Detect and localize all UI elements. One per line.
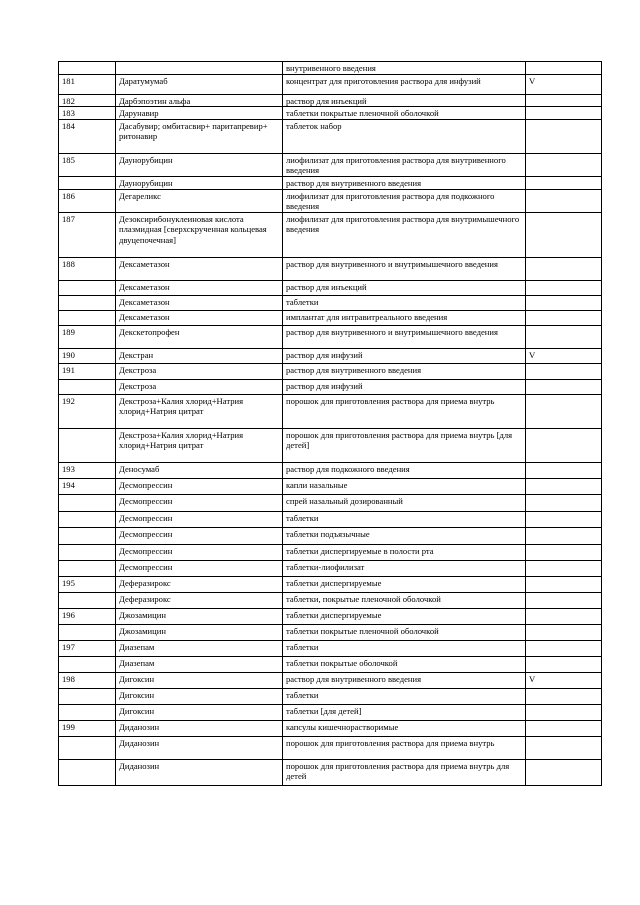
table-row [59,576,602,592]
dosage-form-cell: таблетки [283,688,526,704]
vital-mark-cell [526,576,602,592]
vital-mark-cell [526,608,602,624]
table-row [59,379,602,394]
row-number-cell [59,656,116,672]
row-number-cell: 197 [59,640,116,656]
table-row [59,592,602,608]
vital-mark-cell [526,736,602,759]
dosage-form-cell: раствор для внутривенного введения [283,672,526,688]
dosage-form-cell: раствор для внутривенного и внутримышечного введения [283,257,526,280]
vital-mark-cell [526,176,602,189]
drug-name-cell: Дезоксирибонуклеиновая кислота плазмидная [сверхскрученная кольцевая двуцепочечная] [116,212,283,257]
row-number-cell [59,295,116,310]
drug-name-cell: Даратумумаб [116,74,283,94]
row-number-cell: 181 [59,74,116,94]
dosage-form-cell: раствор для инфузий [283,379,526,394]
drug-name-cell: Диданозин [116,720,283,736]
row-number-cell: 182 [59,94,116,107]
vital-mark-cell [526,494,602,511]
row-number-cell: 194 [59,478,116,494]
vital-mark-cell [526,720,602,736]
dosage-form-cell: таблетки диспергируемые [283,576,526,592]
vital-mark-cell [526,107,602,120]
drug-name-cell: Декстроза+Калия хлорид+Натрия хлорид+Натрия цитрат [116,394,283,428]
row-number-cell [59,280,116,295]
vital-mark-cell [526,119,602,153]
table-row [59,107,602,120]
vital-mark-cell [526,379,602,394]
table-row [59,363,602,379]
dosage-form-cell: таблетки покрытые оболочкой [283,656,526,672]
dosage-form-cell: таблетки [283,640,526,656]
row-number-cell: 196 [59,608,116,624]
vital-mark-cell [526,94,602,107]
table-row [59,280,602,295]
row-number-cell: 190 [59,348,116,363]
table-row [59,608,602,624]
table-row [59,325,602,348]
vital-mark-cell [526,62,602,75]
table-row [59,74,602,94]
dosage-form-cell: лиофилизат для приготовления раствора для внутривенного введения [283,153,526,176]
dosage-form-cell: раствор для внутривенного введения [283,363,526,379]
drug-name-cell: Диданозин [116,736,283,759]
vital-mark-cell [526,704,602,720]
row-number-cell: 188 [59,257,116,280]
dosage-form-cell: концентрат для приготовления раствора для инфузий [283,74,526,94]
drug-name-cell: Десмопрессин [116,527,283,544]
table-row [59,511,602,527]
drug-name-cell: Даунорубицин [116,176,283,189]
dosage-form-cell: таблетки-лиофилизат [283,560,526,576]
row-number-cell [59,544,116,560]
dosage-form-cell: таблетки [283,295,526,310]
row-number-cell [59,592,116,608]
table-row [59,310,602,325]
row-number-cell [59,62,116,75]
drug-name-cell: Дегареликс [116,189,283,212]
vital-mark-cell: V [526,348,602,363]
drug-name-cell: Десмопрессин [116,560,283,576]
dosage-form-cell: таблетки покрытые пленочной оболочкой [283,107,526,120]
table-row [59,624,602,640]
vital-mark-cell [526,280,602,295]
drug-name-cell: Дигоксин [116,688,283,704]
vital-mark-cell [526,656,602,672]
dosage-form-cell: таблетки, покрытые пленочной оболочкой [283,592,526,608]
dosage-form-cell: раствор для инфузий [283,348,526,363]
drug-name-cell: Десмопрессин [116,494,283,511]
row-number-cell [59,494,116,511]
drug-name-cell: Дексаметазон [116,310,283,325]
drug-name-cell: Диазепам [116,640,283,656]
row-number-cell: 186 [59,189,116,212]
table-row [59,394,602,428]
drug-name-cell: Декскетопрофен [116,325,283,348]
drug-name-cell: Диданозин [116,759,283,785]
dosage-form-cell: раствор для внутривенного введения [283,176,526,189]
vital-mark-cell [526,478,602,494]
vital-mark-cell [526,688,602,704]
row-number-cell [59,624,116,640]
table-row [59,295,602,310]
dosage-form-cell: лиофилизат для приготовления раствора для внутримышечного введения [283,212,526,257]
row-number-cell [59,428,116,462]
vital-mark-cell [526,394,602,428]
vital-mark-cell [526,511,602,527]
dosage-form-cell: таблетки [для детей] [283,704,526,720]
drug-name-cell: Декстран [116,348,283,363]
row-number-cell: 191 [59,363,116,379]
drug-name-cell: Дарбэпоэтин альфа [116,94,283,107]
table-row [59,176,602,189]
row-number-cell [59,527,116,544]
table-row [59,560,602,576]
vital-mark-cell [526,257,602,280]
drug-name-cell [116,62,283,75]
dosage-form-cell: порошок для приготовления раствора для приема внутрь для детей [283,759,526,785]
dosage-form-cell: таблетки покрытые пленочной оболочкой [283,624,526,640]
drug-name-cell: Дексаметазон [116,295,283,310]
table-row [59,736,602,759]
dosage-form-cell: раствор для подкожного введения [283,462,526,478]
table-row [59,428,602,462]
dosage-form-cell: порошок для приготовления раствора для приема внутрь [283,736,526,759]
table-row [59,656,602,672]
vital-mark-cell [526,640,602,656]
dosage-form-cell: таблетки диспергируемые [283,608,526,624]
dosage-form-cell: раствор для инъекций [283,94,526,107]
table-row [59,759,602,785]
row-number-cell [59,560,116,576]
dosage-form-cell: таблетки подъязычные [283,527,526,544]
row-number-cell: 184 [59,119,116,153]
table-row [59,153,602,176]
vital-mark-cell [526,624,602,640]
drug-name-cell: Десмопрессин [116,478,283,494]
table-row [59,189,602,212]
table-row [59,478,602,494]
table-row [59,704,602,720]
drug-list-table [58,61,602,786]
dosage-form-cell: внутривенного введения [283,62,526,75]
vital-mark-cell [526,325,602,348]
row-number-cell: 183 [59,107,116,120]
vital-mark-cell [526,560,602,576]
vital-mark-cell [526,544,602,560]
row-number-cell [59,176,116,189]
table-row [59,672,602,688]
drug-name-cell: Декстроза+Калия хлорид+Натрия хлорид+Натрия цитрат [116,428,283,462]
table-row [59,688,602,704]
row-number-cell: 192 [59,394,116,428]
drug-name-cell: Декстроза [116,363,283,379]
table-row [59,544,602,560]
table-row [59,720,602,736]
row-number-cell [59,704,116,720]
row-number-cell: 187 [59,212,116,257]
dosage-form-cell: таблетки диспергируемые в полости рта [283,544,526,560]
table-row [59,527,602,544]
drug-list-body [59,62,602,786]
table-row [59,348,602,363]
vital-mark-cell [526,428,602,462]
drug-name-cell: Джозамицин [116,608,283,624]
dosage-form-cell: спрей назальный дозированный [283,494,526,511]
table-row [59,62,602,75]
vital-mark-cell [526,527,602,544]
dosage-form-cell: раствор для инъекций [283,280,526,295]
vital-mark-cell [526,310,602,325]
drug-name-cell: Джозамицин [116,624,283,640]
row-number-cell [59,759,116,785]
dosage-form-cell: капли назальные [283,478,526,494]
drug-name-cell: Деносумаб [116,462,283,478]
row-number-cell [59,379,116,394]
dosage-form-cell: порошок для приготовления раствора для приема внутрь [283,394,526,428]
drug-name-cell: Дексаметазон [116,257,283,280]
drug-name-cell: Дасабувир; омбитасвир+ паритапревир+ ритонавир [116,119,283,153]
drug-name-cell: Деферазирокс [116,592,283,608]
row-number-cell: 198 [59,672,116,688]
drug-name-cell: Дигоксин [116,704,283,720]
dosage-form-cell: раствор для внутривенного и внутримышечного введения [283,325,526,348]
vital-mark-cell [526,212,602,257]
dosage-form-cell: таблетки [283,511,526,527]
row-number-cell: 189 [59,325,116,348]
drug-name-cell: Даунорубицин [116,153,283,176]
vital-mark-cell [526,189,602,212]
vital-mark-cell: V [526,74,602,94]
drug-name-cell: Десмопрессин [116,511,283,527]
dosage-form-cell: порошок для приготовления раствора для приема внутрь [для детей] [283,428,526,462]
row-number-cell [59,511,116,527]
drug-name-cell: Дексаметазон [116,280,283,295]
drug-name-cell: Дарунавир [116,107,283,120]
row-number-cell [59,736,116,759]
dosage-form-cell: таблеток набор [283,119,526,153]
table-row [59,212,602,257]
vital-mark-cell: V [526,672,602,688]
row-number-cell [59,688,116,704]
vital-mark-cell [526,592,602,608]
dosage-form-cell: капсулы кишечнорастворимые [283,720,526,736]
row-number-cell [59,310,116,325]
drug-name-cell: Дигоксин [116,672,283,688]
table-row [59,640,602,656]
drug-name-cell: Десмопрессин [116,544,283,560]
vital-mark-cell [526,153,602,176]
drug-name-cell: Декстроза [116,379,283,394]
row-number-cell: 185 [59,153,116,176]
drug-name-cell: Деферазирокс [116,576,283,592]
drug-name-cell: Диазепам [116,656,283,672]
row-number-cell: 195 [59,576,116,592]
vital-mark-cell [526,462,602,478]
vital-mark-cell [526,363,602,379]
vital-mark-cell [526,759,602,785]
table-row [59,494,602,511]
table-row [59,94,602,107]
dosage-form-cell: имплантат для интравитреального введения [283,310,526,325]
table-row [59,462,602,478]
table-row [59,119,602,153]
table-row [59,257,602,280]
dosage-form-cell: лиофилизат для приготовления раствора для подкожного введения [283,189,526,212]
row-number-cell: 193 [59,462,116,478]
vital-mark-cell [526,295,602,310]
row-number-cell: 199 [59,720,116,736]
